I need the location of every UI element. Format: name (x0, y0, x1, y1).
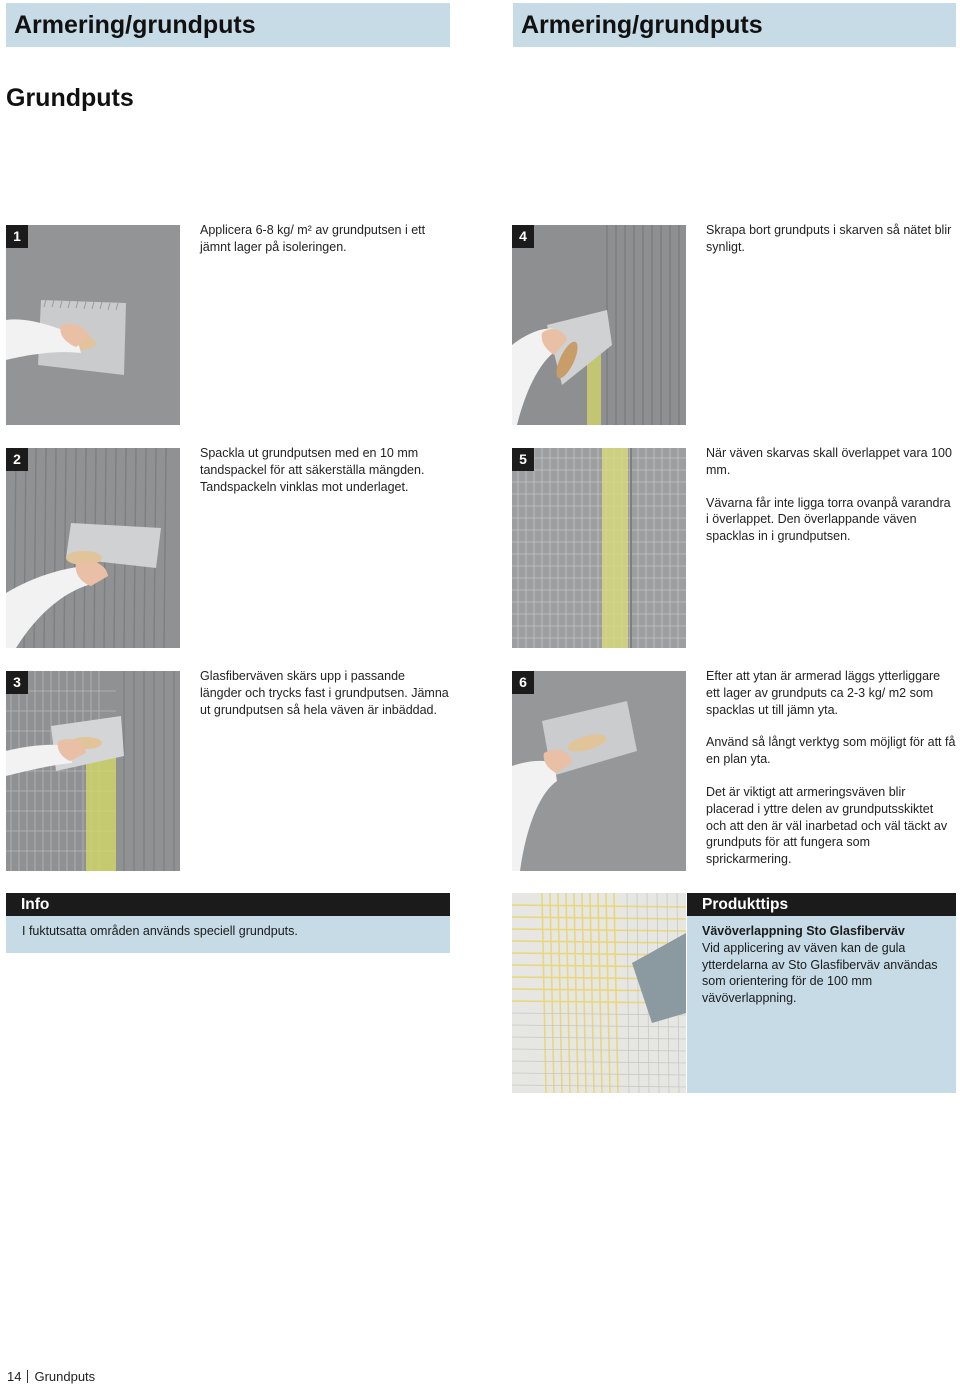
step-1-paragraph: Applicera 6-8 kg/ m² av grundputsen i ett jämnt lager på isoleringen. (200, 223, 426, 254)
tips-box-body (687, 916, 956, 1093)
step-6-paragraph-1: Efter att ytan är armerad läggs ytterliggare ett lager av grundputs ca 2-3 kg/ m2 som spacklas ut till jämn yta. (706, 669, 941, 717)
step-3-paragraph: Glasfiberväven skärs upp i passande längder och trycks fast i grundputsen. Jämna ut grundputsen så hela väven är inbäddad. (200, 669, 449, 717)
tips-photo (512, 893, 686, 1093)
step-4-paragraph: Skrapa bort grundputs i skarven så nätet blir synligt. (706, 223, 952, 254)
step-3-text (200, 668, 450, 734)
tips-box-header (687, 893, 956, 916)
section-title: Grundputs (6, 84, 134, 112)
page-number: 14 (7, 1369, 22, 1384)
step-6-badge: 6 (512, 671, 534, 694)
info-box-text: I fuktutsatta områden används speciell grundputs. (22, 924, 298, 938)
step-2-text (200, 445, 450, 511)
step-4-text (706, 222, 956, 272)
step-6-paragraph-3: Det är viktigt att armeringsväven blir placerad i yttre delen av grundputsskiktet och att den är väl inarbetad och väl täckt av grundputs för att fungera som sprickarmering. (706, 784, 948, 867)
step-4-photo (512, 225, 686, 425)
tips-box-text: Vid applicering av väven kan de gula ytterdelarna av Sto Glasfiberväv användas som orientering för de 100 mm vävöverlappning. (702, 940, 938, 1006)
step-1-badge: 1 (6, 225, 28, 248)
tips-box-title: Produkttips (702, 896, 789, 913)
step-3-badge: 3 (6, 671, 28, 694)
step-5-paragraph-1: När väven skarvas skall överlappet vara 100 mm. (706, 446, 952, 477)
header-bar-right (513, 3, 956, 47)
step-3-photo (6, 671, 180, 871)
step-5-photo (512, 448, 686, 648)
step-1-photo (6, 225, 180, 425)
step-6-paragraph-2: Använd så långt verktyg som möjligt för att få en plan yta. (706, 735, 956, 767)
step-2-photo (6, 448, 180, 648)
step-2-badge: 2 (6, 448, 28, 471)
step-6-text (706, 668, 956, 884)
step-6-photo (512, 671, 686, 871)
step-5-paragraph-2: Vävarna får inte ligga torra ovanpå varandra i överlappet. Den överlappande väven spacklas in i grundputsen. (706, 495, 951, 544)
step-1-text (200, 222, 450, 272)
step-5-text (706, 445, 956, 561)
info-box-header (6, 893, 450, 916)
step-2-paragraph: Spackla ut grundputsen med en 10 mm tandspackel för att säkerställa mängden. Tandspackeln vinklas mot underlaget. (200, 446, 425, 494)
header-title-right: Armering/grundputs (521, 11, 763, 39)
step-4-badge: 4 (512, 225, 534, 248)
footer-divider (27, 1370, 28, 1383)
info-box-title: Info (21, 896, 50, 913)
page-footer (7, 1369, 95, 1384)
step-5-badge: 5 (512, 448, 534, 471)
tips-box-subtitle: Vävöverlappning Sto Glasfiberväv (702, 924, 905, 938)
footer-section: Grundputs (34, 1369, 96, 1384)
header-title-left: Armering/grundputs (14, 11, 256, 39)
info-box-body (6, 916, 450, 953)
header-bar-left (6, 3, 450, 47)
